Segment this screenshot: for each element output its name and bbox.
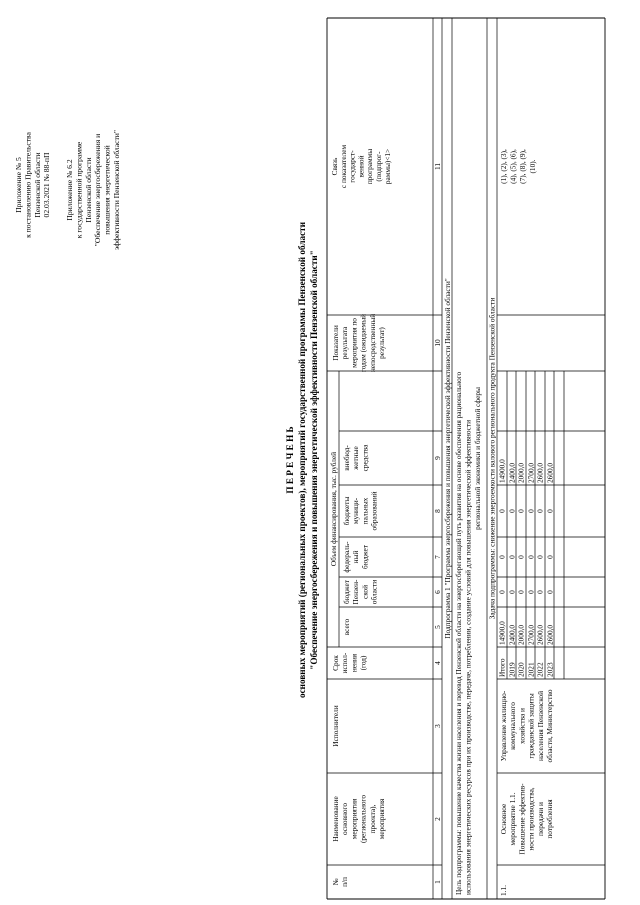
col-header-term: испол-: [340, 652, 350, 674]
col-header-federal: федераль-: [342, 541, 351, 573]
row-federal: 0: [497, 555, 507, 559]
row-municipal: 0: [497, 509, 507, 513]
col-header-name: (регионального: [358, 794, 368, 844]
row-total: 2600,0: [545, 624, 555, 645]
col-header-term: нения: [349, 653, 359, 673]
row-federal: 0: [526, 555, 536, 559]
row-executors: области, Министерство: [545, 689, 554, 763]
col-number: 4: [433, 661, 442, 665]
row-regional: 0: [497, 590, 507, 594]
row-executors: коммунального: [508, 702, 518, 750]
col-header-name: Наименование: [331, 796, 340, 842]
col-header-regional: Пензен-: [351, 579, 361, 605]
row-executors: хозяйства и: [517, 708, 527, 744]
row-indicator-link: (1), (2), (3),: [499, 149, 508, 184]
col-number: 10: [433, 339, 442, 347]
title-line: основных мероприятий (региональных проектов), мероприятий государственной программы Пензенской области: [297, 222, 307, 698]
row-regional: 0: [516, 590, 526, 594]
row-extra: 2000,0: [516, 462, 526, 483]
row-indicator-link: (7), (8), (9),: [518, 149, 528, 184]
col-header-indicators: результата: [340, 326, 350, 360]
row-extra: 14900,0: [497, 459, 507, 483]
appendix-block: [14, 130, 121, 250]
row-activity-name: Повышение эффектив-: [517, 783, 527, 855]
row-federal: 0: [535, 555, 545, 559]
appendix-line: Приложение № 5: [14, 157, 23, 213]
program-reference-line: повышения энергетической: [102, 145, 112, 235]
rotated-sheet: [14, 18, 605, 899]
col-header-executors: Исполнители: [331, 705, 340, 747]
col-header-indicators: результат): [377, 327, 386, 359]
col-header-funding: Объем финансирования, тыс. рублей: [329, 451, 338, 567]
program-reference-line: "Обеспечение энергосбережения и: [93, 133, 103, 247]
col-header-num: п/п: [340, 877, 350, 887]
row-year: 2022: [535, 662, 545, 677]
row-executors: Управление жилищно-: [499, 690, 508, 762]
row-year: Итого: [497, 658, 507, 677]
col-header-name: мероприятия: [349, 798, 359, 840]
col-header-name: основного: [340, 802, 350, 836]
subprogram-goal-line: Цель подпрограммы: повышение качества жизни населения и перевод Пензенской области на энергосберегающий путь развития на основе обеспечения рационального: [454, 371, 463, 895]
row-year: 2021: [526, 662, 536, 677]
row-indicator-link: (10).: [527, 159, 537, 174]
program-reference-line: к государственной программе: [74, 141, 84, 239]
col-header-municipal: пальных: [360, 497, 370, 525]
row-total: 2000,0: [516, 624, 526, 645]
row-municipal: 0: [507, 509, 517, 513]
col-header-total: всего: [342, 618, 351, 636]
document-title: [285, 221, 319, 698]
col-header-municipal: образований: [369, 491, 379, 531]
col-number: 11: [433, 162, 442, 171]
col-header-federal: бюджет: [360, 545, 370, 569]
row-municipal: 0: [516, 509, 526, 513]
subprogram-goal-line: использования энергетических ресурсов при их производстве, передаче, потреблении, создание условий для повышения энергетической эффективности: [463, 420, 473, 895]
col-header-regional: бюджет: [342, 580, 351, 604]
row-activity-name: ности производства,: [526, 787, 536, 851]
row-activity-name: передачи и: [535, 802, 545, 836]
row-municipal: 0: [535, 509, 545, 513]
row-total: 2600,0: [535, 624, 545, 645]
col-number: 3: [433, 724, 442, 728]
row-total: 2700,0: [526, 624, 536, 645]
row-municipal: 0: [545, 509, 555, 513]
program-reference-line: эффективности Пензенской области": [112, 130, 121, 250]
col-header-link: с показателем: [338, 144, 348, 189]
row-total: 2400,0: [507, 624, 517, 645]
row-year: 2020: [516, 662, 526, 677]
row-activity-name: потребления: [545, 799, 554, 839]
col-header-extra: средства: [360, 444, 370, 472]
col-header-term: (год): [358, 655, 368, 671]
subprogram-title: Подпрограмма 1 "Программа энергосбережения и повышения энергетической эффективности Пензенской области": [443, 278, 452, 639]
col-header-indicators: Показатели: [331, 325, 340, 361]
col-header-extra: внебюд-: [342, 445, 351, 471]
col-number: 5: [433, 625, 442, 629]
col-header-link: государст-: [347, 150, 357, 183]
col-header-federal: ный: [351, 550, 361, 564]
col-header-link: Связь: [330, 157, 339, 176]
title-heading: П Е Р Е Ч Е Н Ь: [285, 426, 295, 494]
row-extra: 2700,0: [526, 462, 536, 483]
row-federal: 0: [545, 555, 555, 559]
row-federal: 0: [516, 555, 526, 559]
col-header-indicators: непосредственный: [367, 313, 377, 373]
title-line: "Обеспечение энергосбережения и повышения энергетической эффективности Пензенской области": [309, 250, 319, 670]
col-header-indicators: годам (ожидаемый: [358, 313, 368, 373]
row-federal: 0: [507, 555, 517, 559]
col-header-extra: жетные: [351, 446, 361, 470]
subprogram-task: Задача подпрограммы: снижение энергоемкости валового регионального продукта Пензенской области: [487, 297, 497, 620]
row-year: 2023: [545, 662, 555, 677]
col-number: 6: [433, 590, 442, 594]
row-regional: 0: [535, 590, 545, 594]
row-indicator-link: (4), (5), (6),: [508, 149, 518, 184]
col-header-num: №: [331, 878, 340, 886]
col-number: 7: [433, 555, 442, 559]
row-executors: населения Пензенской: [535, 691, 545, 761]
row-executors: гражданской защиты: [526, 693, 536, 759]
col-header-term: Срок: [331, 655, 340, 671]
row-extra: 2400,0: [507, 462, 517, 483]
program-reference-line: Приложение № 6.2: [65, 159, 74, 221]
row-extra: 2600,0: [545, 462, 555, 483]
col-header-link: (подпрог-: [374, 151, 383, 182]
row-year: 2019: [507, 662, 517, 677]
subprogram-goal-line: региональной экономики и бюджетной сферы: [473, 387, 482, 530]
col-header-name: проекта),: [367, 804, 377, 834]
appendix-line: Пензенской области: [32, 152, 42, 218]
col-number: 2: [433, 817, 442, 821]
col-number: 9: [433, 456, 442, 460]
row-number: 1.1.: [499, 885, 508, 896]
row-regional: 0: [507, 590, 517, 594]
col-header-name: мероприятия: [377, 798, 386, 840]
appendix-line: к постановлению Правительства: [23, 132, 33, 238]
row-extra: 2600,0: [535, 462, 545, 483]
row-activity-name: Основное: [499, 803, 508, 835]
col-header-municipal: муници-: [351, 497, 361, 525]
col-header-municipal: бюджеты: [342, 496, 351, 526]
col-header-regional: ской: [360, 585, 370, 599]
row-activity-name: мероприятие 1.1.: [508, 792, 518, 846]
row-regional: 0: [545, 590, 555, 594]
col-number: 8: [433, 509, 442, 513]
appendix-line: 02.03.2021 № 88-пП: [42, 152, 52, 218]
col-header-indicators: мероприятия по: [349, 318, 359, 368]
row-regional: 0: [526, 590, 536, 594]
col-header-link: раммы)<1>: [382, 148, 392, 185]
col-header-link: венной: [356, 155, 366, 178]
program-reference-line: Пензенской области: [83, 157, 93, 223]
row-municipal: 0: [526, 509, 536, 513]
col-header-link: программы: [365, 148, 375, 185]
col-header-regional: области: [369, 579, 379, 605]
row-total: 14900,0: [497, 621, 507, 645]
col-number: 1: [433, 880, 442, 884]
